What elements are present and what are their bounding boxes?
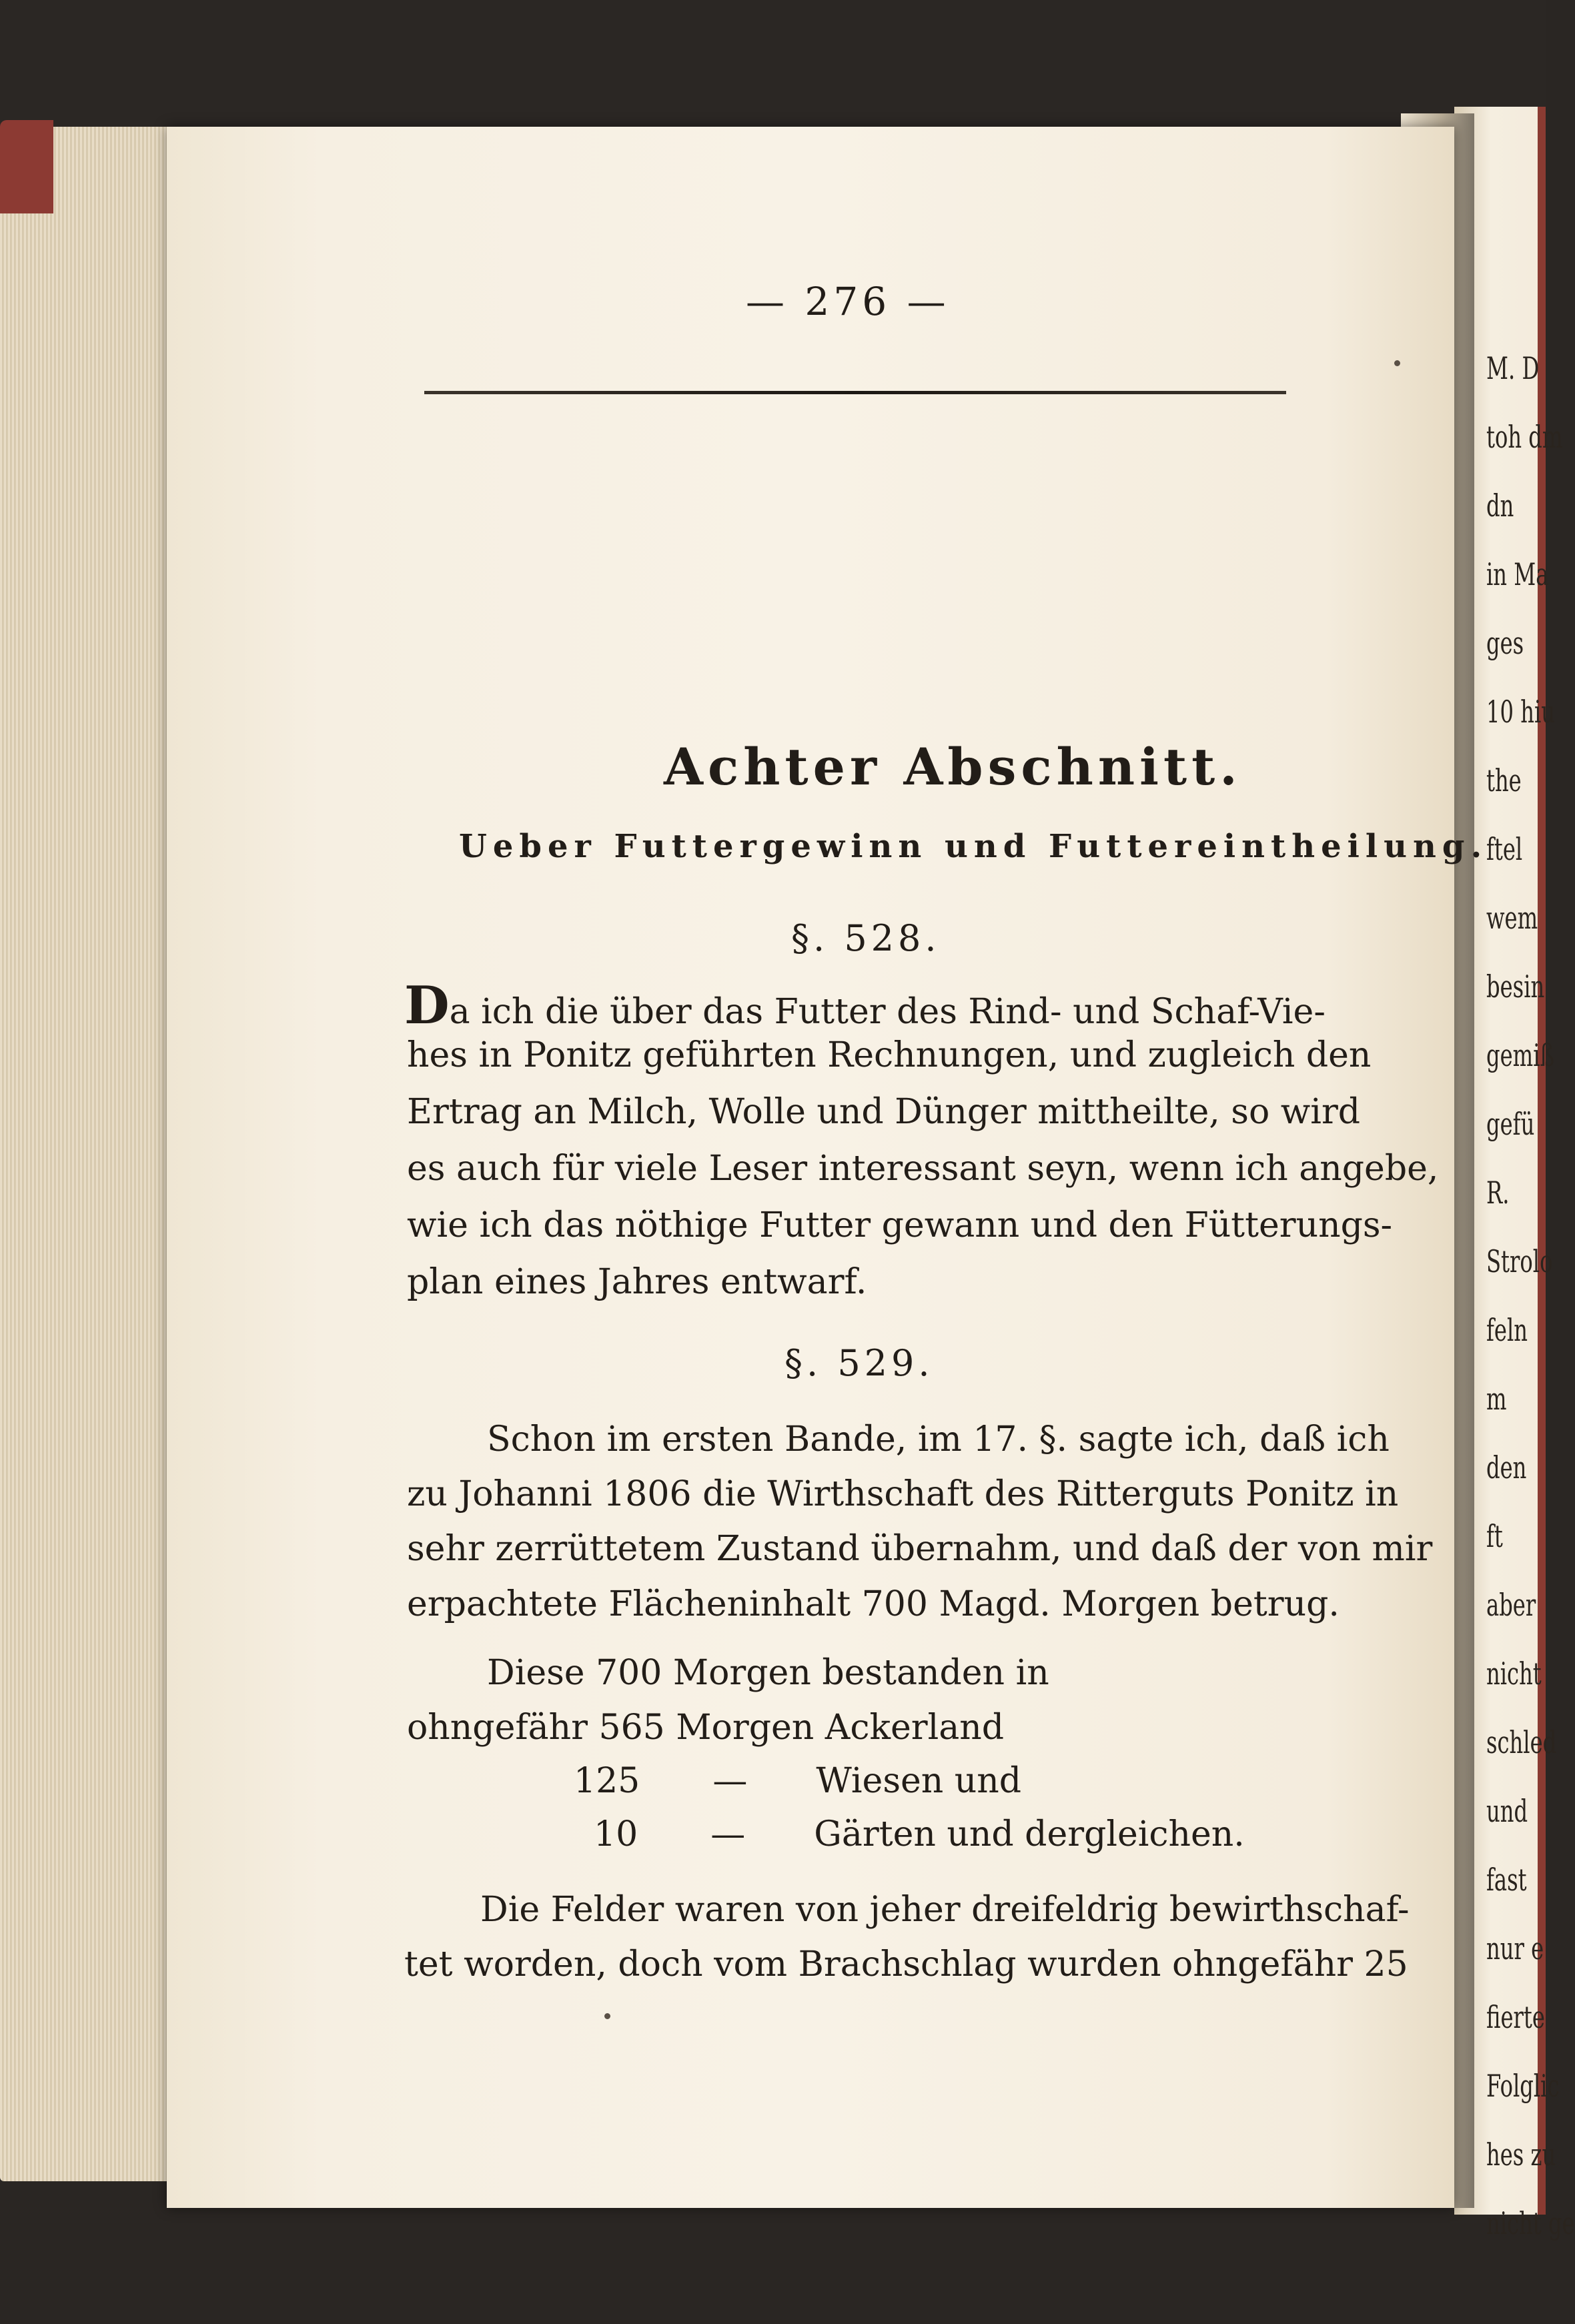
paragraph-line: erpachtete Flächeninhalt 700 Magd. Morgen betrug. (407, 1584, 1340, 1624)
paragraph-line: tet worden, doch vom Brachschlag wurden ohngefähr 25 (404, 1944, 1408, 1984)
paragraph-line: wie ich das nöthige Futter gewann und den Fütterungs- (407, 1205, 1393, 1245)
section-heading-528: §. 528. (791, 917, 941, 959)
facing-page-fragment: gemiß (1486, 1037, 1555, 1073)
facing-page-fragment: besin (1486, 969, 1545, 1005)
page-number: — 276 — (746, 279, 950, 324)
ink-speck (604, 2013, 610, 2019)
list-item: 125 — Wiesen und (574, 1761, 1022, 1801)
list-item: ohngefähr 565 Morgen Ackerland (407, 1708, 1004, 1748)
paragraph-line: Diese 700 Morgen bestanden in (487, 1653, 1049, 1693)
facing-page-fragment: Strolo (1486, 1243, 1553, 1279)
facing-page-fragment: nicht ge (1486, 2205, 1575, 2241)
paragraph-line: es auch für viele Leser interessant seyn, wenn ich angebe, (407, 1149, 1439, 1189)
drop-cap: D (404, 975, 450, 1036)
facing-page-fragment: den (1486, 1449, 1527, 1486)
header-rule (424, 391, 1286, 394)
facing-page-fragment: m (1486, 1381, 1507, 1417)
facing-page-fragment: ges (1486, 625, 1524, 661)
facing-page-fragment: hes zu (1486, 2137, 1556, 2173)
paragraph-line: Schon im ersten Bande, im 17. §. sagte ich, daß ich (487, 1419, 1390, 1460)
facing-page-fragment: toh dm (1486, 419, 1563, 455)
background-top (0, 0, 1546, 133)
facing-page-fragment: feln (1486, 1312, 1528, 1348)
facing-page-fragment: the (1486, 762, 1522, 798)
ink-speck (1394, 360, 1400, 366)
facing-page-fragment: aber (1486, 1587, 1536, 1623)
paragraph-line: Ertrag an Milch, Wolle und Dünger mittheilte, so wird (407, 1092, 1361, 1132)
facing-page-fragment: nur e (1486, 1930, 1544, 1966)
paragraph-line: Da ich die über das Futter des Rind- und Schaf-Vie- (404, 975, 1326, 1036)
paragraph-line: zu Johanni 1806 die Wirthschaft des Ritterguts Ponitz in (407, 1474, 1399, 1514)
page-edges-left (0, 127, 180, 2181)
facing-page-fragment: schled (1486, 1724, 1557, 1760)
paragraph-line: plan eines Jahres entwarf. (407, 1262, 867, 1302)
chapter-title: Achter Abschnitt. (664, 737, 1242, 796)
facing-page-fragment: wem (1486, 900, 1538, 936)
facing-page-fragment: 10 hiu (1486, 694, 1555, 730)
facing-page-fragment: in Ma (1486, 556, 1549, 592)
facing-page-fragment: dn (1486, 488, 1514, 524)
facing-page-fragment: ftel (1486, 831, 1523, 867)
facing-page-fragment: nicht (1486, 1656, 1542, 1692)
facing-page-fragment: fierte (1486, 1999, 1545, 2035)
facing-page-fragment: und (1486, 1793, 1528, 1829)
paragraph-line: Die Felder waren von jeher dreifeldrig bewirthschaf- (480, 1890, 1410, 1930)
list-item: 10 — Gärten und dergleichen. (594, 1814, 1245, 1854)
facing-page-fragment: gefü (1486, 1106, 1535, 1142)
chapter-subtitle: Ueber Futtergewinn und Futtereintheilung. (459, 828, 1488, 865)
facing-page-fragment: M. D (1486, 350, 1540, 386)
paragraph-line: sehr zerrüttetem Zustand übernahm, und daß der von mir (407, 1529, 1433, 1569)
section-heading-529: §. 529. (784, 1342, 934, 1384)
book-binding (0, 120, 53, 213)
facing-page-fragment: ft (1486, 1518, 1503, 1554)
facing-page-fragment: fast (1486, 1862, 1527, 1898)
facing-page-fragment: R. (1486, 1175, 1510, 1211)
facing-page-fragment: Folglic (1486, 2068, 1560, 2104)
paragraph-line: hes in Ponitz geführten Rechnungen, und zugleich den (407, 1035, 1372, 1075)
